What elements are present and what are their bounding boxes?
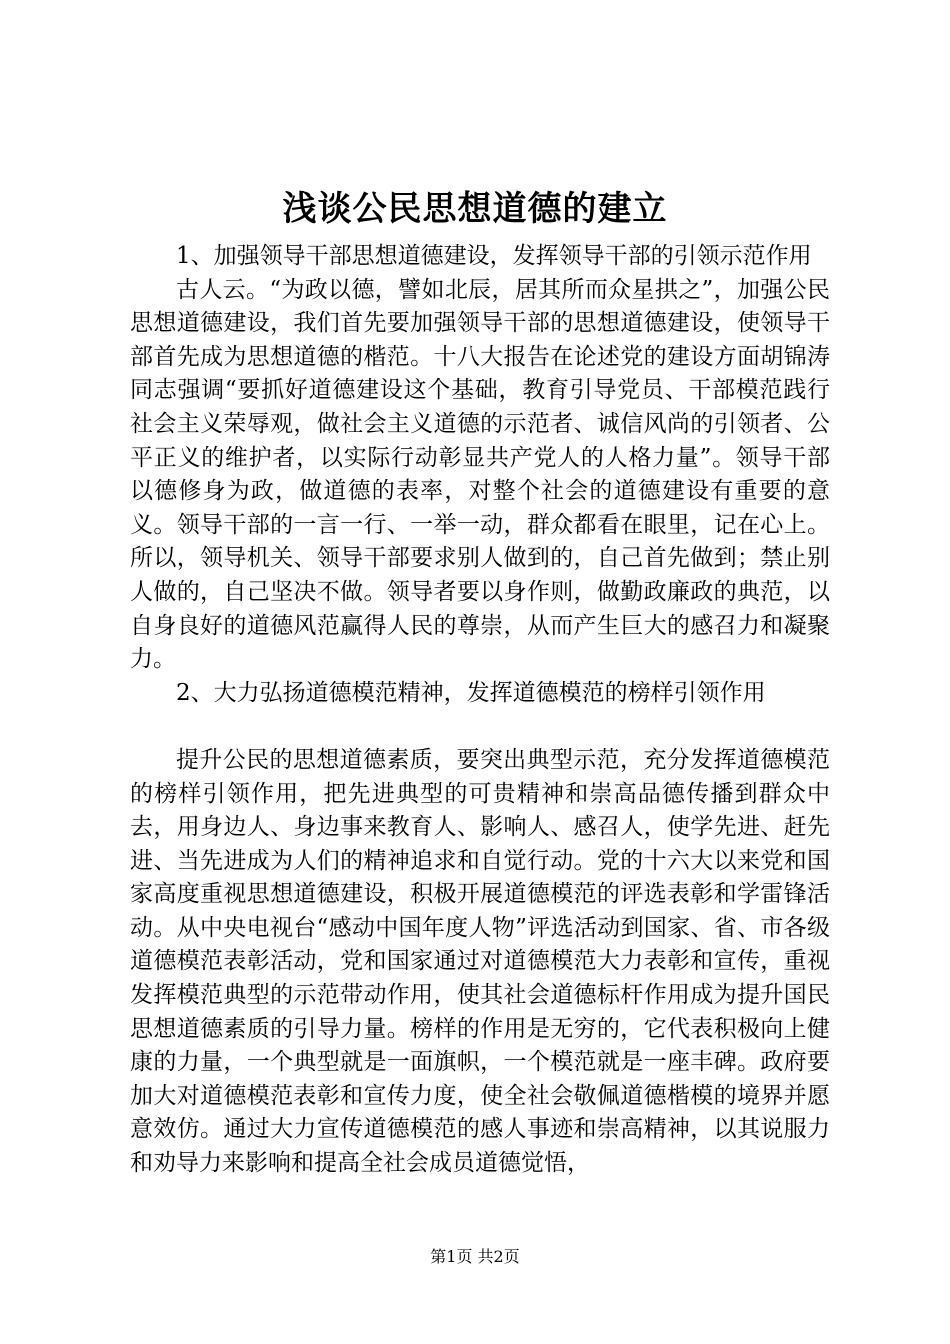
document-body [130, 240, 830, 1181]
document-title: 浅谈公民思想道德的建立 [282, 189, 668, 229]
body-paragraph-2: 提升公民的思想道德素质，要突出典型示范，充分发挥道德模范的榜样引领作用，把先进典型的可贵精神和崇高品德传播到群众中去，用身边人、身边事来教育人、影响人、感召人，使学先进、赶先进、当先进成为人们的精神追求和自觉行动。党的十六大以来党和国家高度重视思想道德建设，积极开展道德模范的评选表彰和学雷锋活动。从中央电视台“感动中国年度人物”评选活动到国家、省、市各级道德模范表彰活动，党和国家通过对道德模范大力表彰和宣传，重视发挥模范典型的示范带动作用，使其社会道德标杆作用成为提升国民思想道德素质的引导力量。榜样的作用是无穷的，它代表积极向上健康的力量，一个典型就是一面旗帜，一个模范就是一座丰碑。政府要加大对道德模范表彰和宣传力度，使全社会敬佩道德楷模的境界并愿意效仿。通过大力宣传道德模范的感人事迹和崇高精神，以其说服力和劝导力来影响和提高全社会成员道德觉悟， [130, 746, 830, 1177]
section-heading-2: 2、大力弘扬道德模范精神，发挥道德模范的榜样引领作用 [176, 679, 766, 706]
page-footer: 第1页 共2页 [430, 1247, 520, 1266]
section-heading-1: 1、加强领导干部思想道德建设，发挥领导干部的引领示范作用 [176, 243, 812, 269]
body-paragraph-1: 古人云。“为政以德，譬如北辰，居其所而众星拱之”，加强公民思想道德建设，我们首先要加强领导干部的思想道德建设，使领导干部首先成为思想道德的楷范。十八大报告在论述党的建设方面胡锦涛同志强调“要抓好道德建设这个基础，教育引导党员、干部模范践行社会主义荣辱观，做社会主义道德的示范者、诚信风尚的引领者、公平正义的维护者，以实际行动彰显共产党人的人格力量”。领导干部以德修身为政，做道德的表率，对整个社会的道德建设有重要的意义。领导干部的一言一行、一举一动，群众都看在眼里，记在心上。所以，领导机关、领导干部要求别人做到的，自己首先做到；禁止别人做的，自己坚决不做。领导者要以身作则，做勤政廉政的典范，以自身良好的道德风范赢得人民的尊崇，从而产生巨大的感召力和凝聚力。 [130, 276, 830, 673]
